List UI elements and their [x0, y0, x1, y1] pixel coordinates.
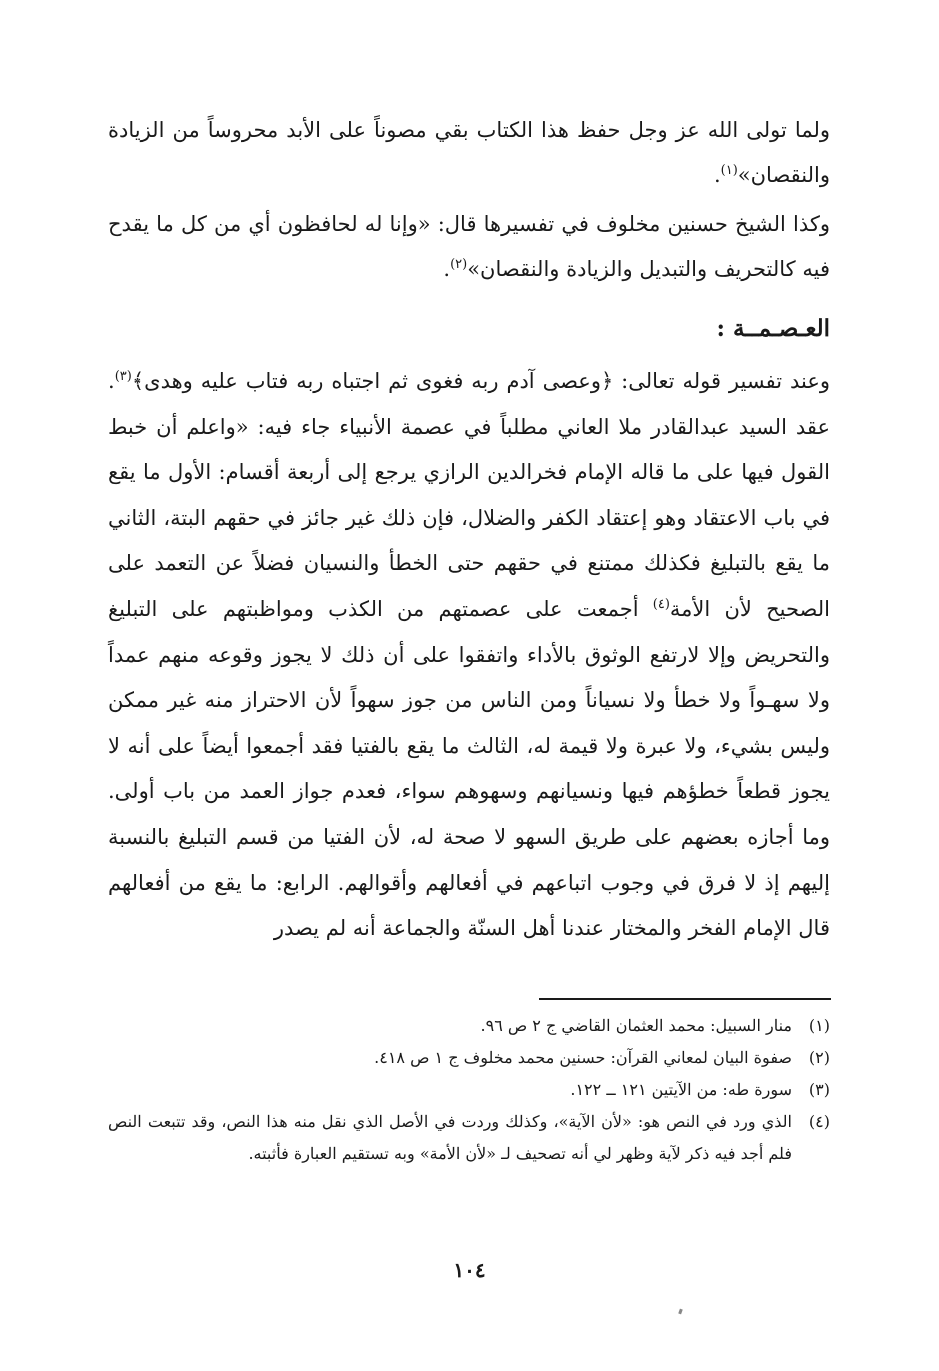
footnote-ref-2[interactable]: (٢): [450, 257, 468, 272]
footnote-4: [108, 1106, 830, 1170]
section-heading: العـصـمــة :: [716, 315, 830, 342]
footnote-2-text: صفوة البيان لمعاني القرآن: حسنين محمد مخلوف ج ١ ص ٤١٨.: [374, 1048, 792, 1067]
footnote-divider: [539, 998, 831, 1000]
footnote-ref-1[interactable]: (١): [720, 163, 738, 178]
footnote-2: [108, 1042, 830, 1074]
footnote-3-number: (٣): [808, 1080, 830, 1099]
body-part-3: أجمعت على عصمتهم من الكذب ومواظبتهم على التبليغ والتحريض وإلا لارتفع الوثوق بالأداء واتفقوا على أن ذلك لا يجوز وقوعه منهم عمداً ولا سهـواً ولا خطأ ولا نسياناً ومن الناس من جوز سهواً لأن الاحتراز منه غير ممكن وليس بشيء، ولا عبرة ولا قيمة له، الثالث ما يقع بالفتيا فقد أجمعوا أيضاً على أنه لا يجوز قطعاً خطؤهم فيها ونسيانهم وسهوهم سواء، فعدم جواز العمد من باب أولى. وما أجازه بعضهم على طريق السهو لا صحة له، لأن الفتيا من قسم التبليغ بالنسبة إليهم إذ لا فرق في وجوب اتباعهم في أفعالهم وأقوالهم. الرابع: ما يقع من أفعالهم قال الإمام الفخر والمختار عندنا أهل السنّة والجماعة أنه لم يصدر: [108, 596, 830, 941]
paragraph-2-text: وكذا الشيخ حسنين مخلوف في تفسيرها قال: «وإنا له لحافظون أي من كل ما يقدح فيه كالتحريف والتبديل والزيادة والنقصان»: [108, 212, 830, 281]
footnote-ref-4[interactable]: (٤): [652, 596, 670, 612]
footnote-2-number: (٢): [808, 1048, 830, 1067]
footnote-1-text: منار السبيل: محمد العثمان القاضي ج ٢ ص ٩٦.: [480, 1016, 792, 1035]
body-paragraph: [108, 359, 830, 952]
paragraph-2: [108, 202, 830, 292]
footnote-3-text: سورة طه: من الآيتين ١٢١ ــ ١٢٢.: [570, 1080, 792, 1099]
footnote-1-number: (١): [808, 1016, 830, 1035]
body-part-2: . عقد السيد عبدالقادر ملا العاني مطلباً في عصمة الأنبياء جاء فيه: «واعلم أن خبط القول فيها على ما قاله الإمام فخرالدين الرازي يرجع إلى أربعة أقسام: الأول ما يقع في باب الاعتقاد وهو إعتقاد الكفر والضلال، فإن ذلك غير جائز في حقهم البتة، الثاني ما يقع بالتبليغ فكذلك ممتنع في حقهم حتى الخطأ والنسيان فضلاً عن التعمد على الصحيح لأن الأمة: [108, 369, 830, 621]
page-number: ١٠٤: [453, 1258, 486, 1282]
scan-speck: [678, 1309, 683, 1315]
paragraph-1-text: ولما تولى الله عز وجل حفظ هذا الكتاب بقي مصوناً على الأبد محروساً من الزيادة والنقصان»: [108, 118, 830, 187]
paragraph-1-end: .: [713, 163, 721, 187]
page-body: [108, 108, 830, 952]
footnote-1: [108, 1010, 830, 1042]
footnote-4-text: الذي ورد في النص هو: «لأن الآية»، وكذلك وردت في الأصل الذي نقل منه هذا النص، وقد تتبعت النص فلم أجد فيه ذكر لآية وظهر لي أنه تصحيف لـ «لأن الأمة» وبه تستقيم العبارة فأثبته.: [108, 1112, 792, 1163]
paragraph-2-end: .: [443, 257, 451, 281]
paragraph-1: [108, 108, 830, 198]
footnote-4-number: (٤): [808, 1112, 830, 1131]
body-part-1: وعند تفسير قوله تعالى: ﴿وعصى آدم ربه فغوى ثم اجتباه ربه فتاب عليه وهدى﴾: [131, 369, 830, 393]
footnotes: [108, 1010, 830, 1170]
footnote-3: [108, 1074, 830, 1106]
footnote-ref-3[interactable]: (٣): [114, 369, 132, 384]
